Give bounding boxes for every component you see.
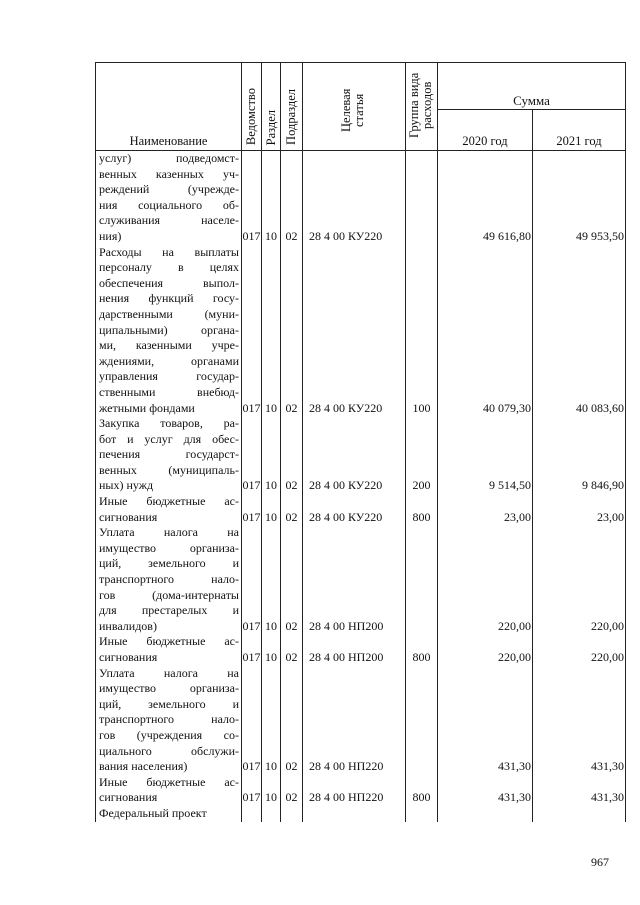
row-podrazdel: 02: [281, 525, 303, 634]
row-article: 28 4 00 НП220: [303, 775, 406, 806]
header-podrazdel: Подраздел: [281, 63, 303, 151]
row-razdel: [262, 806, 281, 822]
row-podrazdel: [281, 806, 303, 822]
row-name-line: венных (муниципаль-: [99, 462, 239, 477]
row-name-line: обеспечения выпол-: [99, 275, 239, 290]
row-name: [96, 775, 242, 806]
row-vedomstvo: 017: [242, 151, 262, 245]
table-row: [96, 666, 626, 775]
row-podrazdel: 02: [281, 634, 303, 665]
row-group: 100: [406, 245, 438, 417]
row-vedomstvo: 017: [242, 245, 262, 417]
row-sum-2020: 9 514,50: [438, 416, 533, 494]
row-name-line: жетными фондами: [99, 400, 195, 415]
row-sum-2021: 49 953,50: [533, 151, 626, 245]
row-razdel: 10: [262, 634, 281, 665]
row-name-line: Уплата налога на: [99, 525, 239, 540]
row-sum-2021: 220,00: [533, 525, 626, 634]
row-name: [96, 666, 242, 775]
row-article: 28 4 00 КУ220: [303, 245, 406, 417]
row-name-line: ния): [99, 228, 122, 243]
row-article: 28 4 00 КУ220: [303, 416, 406, 494]
row-razdel: 10: [262, 151, 281, 245]
row-name-line: ждениями, органами: [99, 353, 239, 368]
row-name-line: венных казенных уч-: [99, 166, 239, 181]
row-name-line: сигнования: [99, 509, 158, 524]
row-name-line: ций, земельного и: [99, 696, 239, 711]
table-row: [96, 806, 626, 822]
table-row: [96, 416, 626, 494]
row-vedomstvo: 017: [242, 525, 262, 634]
row-vedomstvo: 017: [242, 416, 262, 494]
row-article: 28 4 00 КУ220: [303, 151, 406, 245]
row-article: 28 4 00 НП200: [303, 634, 406, 665]
header-razdel: Раздел: [262, 63, 281, 151]
row-name-line: услуг) подведомст-: [99, 151, 239, 165]
row-name-line: Иные бюджетные ас-: [99, 634, 239, 649]
row-sum-2021: 40 083,60: [533, 245, 626, 417]
row-name-line: ципальными) органа-: [99, 322, 239, 337]
row-name-line: сигнования: [99, 650, 158, 664]
row-sum-2021: 220,00: [533, 634, 626, 665]
row-name: [96, 245, 242, 417]
row-razdel: 10: [262, 416, 281, 494]
row-name-line: персоналу в целях: [99, 260, 239, 275]
row-sum-2020: 220,00: [438, 525, 533, 634]
row-podrazdel: 02: [281, 666, 303, 775]
table-row: [96, 151, 626, 245]
budget-table: [95, 62, 626, 822]
row-razdel: 10: [262, 775, 281, 806]
row-name-line: для престарелых и: [99, 603, 239, 618]
row-sum-2021: 431,30: [533, 775, 626, 806]
budget-table-body: [96, 151, 626, 822]
row-podrazdel: 02: [281, 416, 303, 494]
row-article: [303, 806, 406, 822]
table-row: [96, 525, 626, 634]
row-razdel: 10: [262, 525, 281, 634]
row-name: [96, 634, 242, 665]
header-sum: Сумма: [438, 63, 626, 110]
table-row: [96, 775, 626, 806]
row-podrazdel: 02: [281, 494, 303, 525]
row-name-line: реждений (учрежде-: [99, 182, 239, 197]
row-sum-2021: 431,30: [533, 666, 626, 775]
row-name-line: имущество организа-: [99, 540, 239, 555]
row-vedomstvo: 017: [242, 666, 262, 775]
row-sum-2020: 431,30: [438, 775, 533, 806]
header-year-2020: 2020 год: [438, 110, 533, 151]
row-sum-2020: 431,30: [438, 666, 533, 775]
row-vedomstvo: [242, 806, 262, 822]
row-name-line: транспортного нало-: [99, 572, 239, 587]
header-name: Наименование: [96, 63, 242, 151]
row-article: 28 4 00 КУ220: [303, 494, 406, 525]
row-name-line: транспортного нало-: [99, 712, 239, 727]
row-sum-2020: 49 616,80: [438, 151, 533, 245]
row-group: [406, 806, 438, 822]
row-name-line: печения государст-: [99, 447, 239, 462]
row-podrazdel: 02: [281, 245, 303, 417]
row-name-line: ных) нужд: [99, 478, 154, 493]
header-article: Целевая статья: [303, 63, 406, 151]
table-row: [96, 634, 626, 665]
row-name-line: ций, земельного и: [99, 556, 239, 571]
row-name-line: ния социального об-: [99, 197, 239, 212]
row-sum-2021: [533, 806, 626, 822]
row-sum-2021: 9 846,90: [533, 416, 626, 494]
row-group: [406, 666, 438, 775]
row-group: 800: [406, 494, 438, 525]
row-name-line: циального обслужи-: [99, 743, 239, 758]
row-name-line: дарственными (муни-: [99, 306, 239, 321]
row-name-line: нения функций госу-: [99, 291, 239, 306]
row-vedomstvo: 017: [242, 634, 262, 665]
row-group: [406, 525, 438, 634]
row-name-line: вания населения): [99, 759, 188, 774]
row-name-line: гов (дома-интернаты: [99, 587, 239, 602]
row-name-line: ми, казенными учре-: [99, 338, 239, 353]
row-razdel: 10: [262, 494, 281, 525]
row-group: 800: [406, 634, 438, 665]
row-name: [96, 416, 242, 494]
table-row: [96, 494, 626, 525]
row-podrazdel: 02: [281, 775, 303, 806]
row-sum-2020: 40 079,30: [438, 245, 533, 417]
row-name-line: бот и услуг для обес-: [99, 431, 239, 446]
row-razdel: 10: [262, 666, 281, 775]
row-article: 28 4 00 НП200: [303, 525, 406, 634]
row-name-line: Закупка товаров, ра-: [99, 416, 239, 431]
row-name: [96, 806, 242, 822]
row-name-line: инвалидов): [99, 618, 157, 633]
row-group: [406, 151, 438, 245]
row-vedomstvo: 017: [242, 775, 262, 806]
row-sum-2021: 23,00: [533, 494, 626, 525]
table-row: [96, 245, 626, 417]
row-article: 28 4 00 НП220: [303, 666, 406, 775]
header-group: Группа вида расходов: [406, 63, 438, 151]
row-name-line: сигнования: [99, 790, 158, 805]
row-name-line: гов (учреждения со-: [99, 727, 239, 742]
row-name-line: Расходы на выплаты: [99, 244, 239, 259]
row-name-line: имущество организа-: [99, 681, 239, 696]
row-name-line: Иные бюджетные ас-: [99, 494, 239, 509]
row-name-line: Уплата налога на: [99, 665, 239, 680]
row-name-line: Иные бюджетные ас-: [99, 774, 239, 789]
row-podrazdel: 02: [281, 151, 303, 245]
row-sum-2020: 220,00: [438, 634, 533, 665]
row-name: [96, 151, 242, 245]
header-year-2021: 2021 год: [533, 110, 626, 151]
row-name-line: ственными внебюд-: [99, 384, 239, 399]
page-number: 967: [591, 855, 609, 869]
row-name: [96, 525, 242, 634]
row-sum-2020: [438, 806, 533, 822]
row-name-line: служивания населе-: [99, 213, 239, 228]
row-name: [96, 494, 242, 525]
row-sum-2020: 23,00: [438, 494, 533, 525]
row-name-line: Федеральный проект: [99, 805, 207, 820]
row-group: 800: [406, 775, 438, 806]
header-vedomstvo: Ведомство: [242, 63, 262, 151]
row-vedomstvo: 017: [242, 494, 262, 525]
row-name-line: управления государ-: [99, 369, 239, 384]
row-group: 200: [406, 416, 438, 494]
row-razdel: 10: [262, 245, 281, 417]
